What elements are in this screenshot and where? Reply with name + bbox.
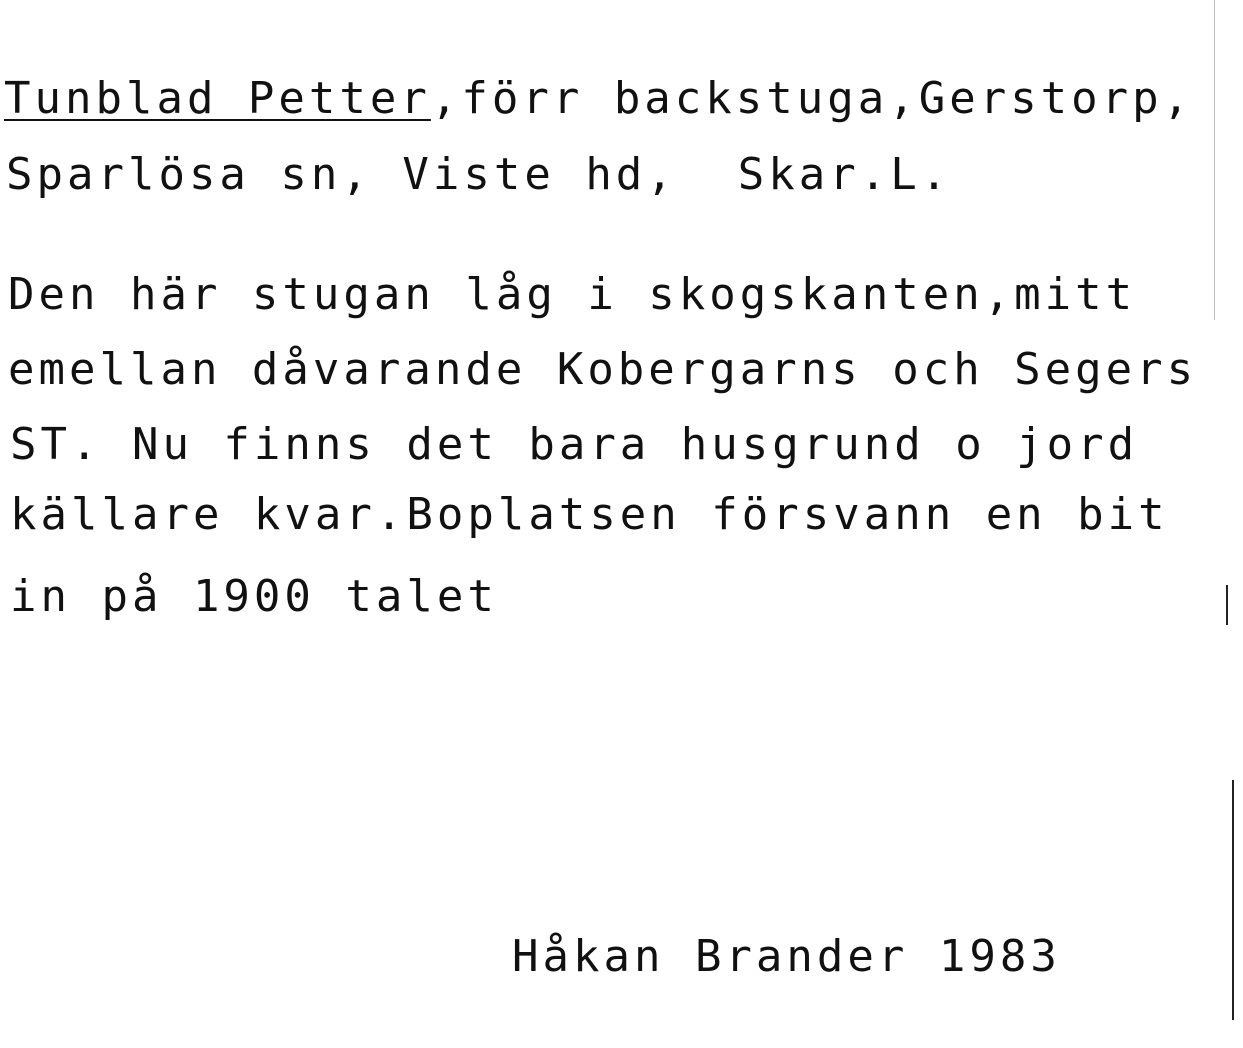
body-line-5: in på 1900 talet (10, 571, 498, 622)
card-edge-mark (1226, 585, 1228, 625)
heading-line (4, 74, 1193, 124)
location-line: Sparlösa sn, Viste hd, Skar.L. (6, 149, 952, 200)
body-line-2: emellan dåvarande Kobergarns och Segers (8, 344, 1198, 395)
card-edge-top (1214, 0, 1215, 320)
body-line-1: Den här stugan låg i skogskanten,mitt (8, 269, 1137, 320)
card-edge-bottom (1232, 780, 1234, 1020)
heading-rest: ,förr backstuga,Gerstorp, (430, 73, 1194, 124)
person-name: Tunblad Petter (4, 73, 431, 124)
signature: Håkan Brander 1983 (512, 931, 1061, 982)
body-line-3: ST. Nu finns det bara husgrund o jord (10, 419, 1139, 470)
body-line-4: källare kvar.Boplatsen försvann en bit (10, 489, 1169, 540)
